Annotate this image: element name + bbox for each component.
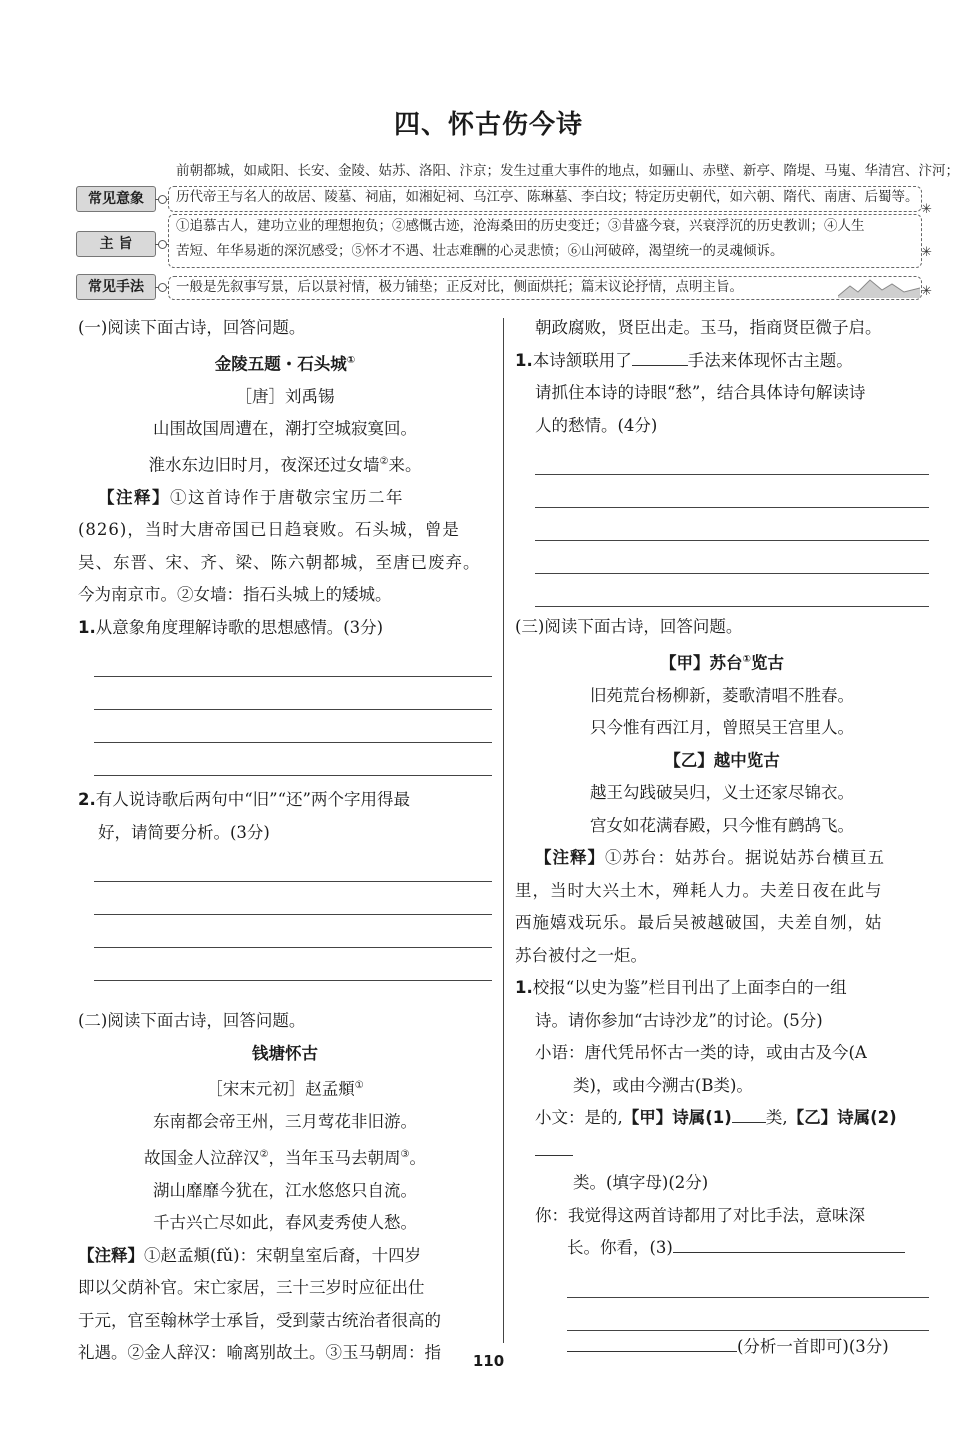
poem-1-line-1: 山围故国周遭在，潮打空城寂寞回。 [153,419,417,438]
answer-line[interactable] [94,915,492,948]
dialogue-xiaowen: 小文：是的,【甲】诗属(1) 类,【乙】诗属(2) [515,1102,929,1167]
dialogue-you: 你：我觉得这两首诗都用了对比手法，意味深 [535,1205,865,1225]
technique-line-1: 一般是先叙事写景，后以景衬情，极力铺垫；正反对比，侧面烘托；篇末议论抒情，点明主旨。 [176,279,743,295]
column-divider [503,318,504,1343]
dialogue-xiaoyu-cont: 类)，或由今溯古(B类)。 [573,1075,753,1095]
page-number: 110 [472,1352,505,1370]
poem-1-title: 金陵五题・石头城① [214,354,356,373]
dialogue-xiaoyu: 小语：唐代凭吊怀古一类的诗，或由古及今(A [535,1043,867,1062]
question-3-1-end: (分析一首即可)(3分) [515,1331,929,1364]
fill-blank[interactable] [632,365,688,366]
poem-2-line-1: 东南都会帝王州，三月莺花非旧游。 [153,1112,417,1131]
answer-line[interactable] [94,743,492,776]
question-2-1-cont: 请抓住本诗的诗眼“愁”，结合具体诗句解读诗 [535,383,866,402]
answer-line[interactable] [535,541,929,574]
answer-line[interactable] [94,882,492,915]
poem-2-author: ［宋末元初］赵孟頫① [206,1079,364,1099]
poem-4-title: 【乙】越中览古 [664,750,780,770]
poem-3-note-4: 苏台被付之一炬。 [515,945,647,965]
imagery-line-2: 历代帝王与名人的故居、陵墓、祠庙，如湘妃祠、乌江亭、陈琳墓、李白坟；特定历史朝代，如六朝、隋代、南唐、后蜀等。 [176,189,919,205]
dialogue-you-cont: 长。你看，(3) [515,1232,929,1265]
question-1-1: 1.从意象角度理解诗歌的思想感情。(3分) [78,617,384,637]
question-1-2: 2.有人说诗歌后两句中“旧”“还”两个字用得最 [78,790,410,809]
dialogue-xiaowen-cont: 类。(填字母)(2分) [573,1173,709,1192]
fill-blank[interactable] [732,1122,766,1123]
question-2-1: 1.本诗颔联用了 手法来体现怀古主题。 [515,350,853,370]
answer-line[interactable] [94,677,492,710]
theme-line-1: ①追慕古人，建功立业的理想抱负；②感慨古迹，沧海桑田的历史变迁；③昔盛今衰，兴衰浮沉的历史教训；④人生 [176,218,865,234]
tag-dot [158,195,167,204]
poem-2-note-2: 即以父荫补官。宋亡家居，三十三岁时应征出仕 [78,1278,425,1297]
poem-2-line-2: 故国金人泣辞汉②，当年玉马去朝周③。 [144,1148,426,1167]
question-1-2-cont: 好，请简要分析。(3分) [98,822,270,842]
poem-2-title: 钱塘怀古 [252,1043,318,1063]
poem-1-note-2: (826)，当时大唐帝国已日趋衰败。石头城，曾是 [78,520,460,539]
tag-dot [158,283,167,292]
answer-line[interactable] [567,1265,929,1298]
right-column [515,312,929,1363]
left-column [78,312,492,1370]
poem-3-line-1: 旧苑荒台杨柳新，菱歌清唱不胜春。 [590,685,854,705]
star-icon: ✳ [921,245,932,260]
section-1-intro: (一)阅读下面古诗，回答问题。 [78,318,306,337]
poem-1-author: ［唐］刘禹锡 [235,386,335,406]
tag-imagery: 常见意象 [76,186,156,212]
question-3-1: 1.校报“以史为鉴”栏目刊出了上面李白的一组 [515,978,847,997]
note-continuation: 朝政腐败，贤臣出走。玉马，指商贤臣微子启。 [535,318,882,337]
answer-line[interactable] [94,948,492,981]
answer-line[interactable] [567,1298,929,1331]
page-title: 四、怀古伤今诗 [393,110,583,140]
poem-3-note: 【注释】①苏台：姑苏台。据说姑苏台横亘五 [535,848,885,867]
poem-1-note-4: 今为南京市。②女墙：指石头城上的矮城。 [78,585,392,604]
answer-line[interactable] [94,710,492,743]
poem-4-line-2: 宫女如花满春殿，只今惟有鹧鸪飞。 [590,815,854,835]
tag-technique: 常见手法 [76,274,156,300]
question-3-1-cont: 诗。请你参加“古诗沙龙”的讨论。(5分) [535,1010,823,1030]
poem-3-note-2: 里，当时大兴土木，殚耗人力。夫差日夜在此与 [515,880,883,900]
fill-blank[interactable] [673,1252,905,1253]
imagery-line-1: 前朝都城，如咸阳、长安、金陵、姑苏、洛阳、汴京；发生过重大事件的地点，如骊山、赤壁、新亭、隋堤、马嵬、华清宫、汴河； [176,163,959,179]
poem-1-line-2: 淮水东边旧时月，夜深还过女墙②来。 [148,455,422,474]
poem-2-note: 【注释】①赵孟頫(fǔ)：宋朝皇室后裔，十四岁 [78,1245,422,1265]
answer-line[interactable] [535,574,929,607]
answer-line[interactable] [535,442,929,475]
answer-line[interactable] [94,849,492,882]
poem-1-note-3: 吴、东晋、宋、齐、梁、陈六朝都城，至唐已废弃。 [78,552,481,572]
poem-2-line-4: 千古兴亡尽如此，春风麦秀使人愁。 [153,1213,417,1232]
section-2-intro: (二)阅读下面古诗，回答问题。 [78,1011,306,1030]
tag-theme: 主 旨 [76,231,156,257]
star-icon: ✳ [921,202,932,217]
poem-4-line-1: 越王勾践破吴归，义士还家尽锦衣。 [590,783,854,802]
theme-line-2: 苦短、年华易逝的深沉感受；⑤怀才不遇、壮志难酬的心灵悲愤；⑥山河破碎，渴望统一的灵魂倾诉。 [176,243,784,259]
section-3-intro: (三)阅读下面古诗，回答问题。 [515,617,743,636]
star-icon: ✳ [921,284,932,299]
answer-line[interactable] [94,644,492,677]
landscape-decoration-icon [838,276,920,298]
poem-3-title: 【甲】苏台①览古 [660,653,784,672]
poem-1-note: 【注释】①这首诗作于唐敬宗宝历二年 [98,487,404,507]
poem-2-note-4: 礼遇。②金人辞汉：喻离别故土。③玉马朝周：指 [78,1343,441,1362]
fill-blank[interactable] [535,1155,573,1156]
tag-dot [158,240,167,249]
poem-3-line-2: 只今惟有西江月，曾照吴王宫里人。 [590,718,854,737]
poem-2-line-3: 湖山靡靡今犹在，江水悠悠只自流。 [153,1180,417,1200]
answer-line[interactable] [535,508,929,541]
question-2-1-cont-2: 人的愁情。(4分) [535,415,658,435]
answer-line[interactable] [535,475,929,508]
poem-2-note-3: 于元，官至翰林学士承旨，受到蒙古统治者很高的 [78,1310,441,1330]
poem-3-note-3: 西施嬉戏玩乐。最后吴被越破国，夫差自刎，姑 [515,913,883,932]
